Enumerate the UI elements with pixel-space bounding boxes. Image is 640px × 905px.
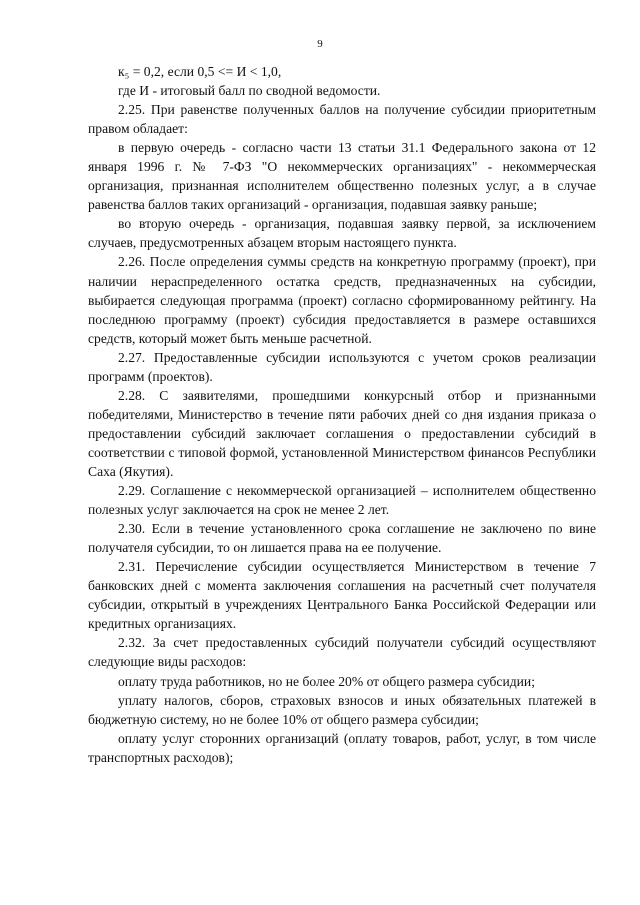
paragraph: 2.30. Если в течение установленного срока соглашение не заключено по вине получателя субсидии, то он лишается права на ее получение.	[88, 521, 596, 556]
paragraph: 2.28. С заявителями, прошедшими конкурсный отбор и признанными победителями, Министерство в течение пяти рабочих дней со дня издания приказа о предоставлении субсидий заключает соглашения о предоставлении субсидий в соответствии с типовой формой, установленной Министерством финансов Республики Саха (Якутия).	[88, 387, 596, 479]
paragraph: во вторую очередь - организация, подавшая заявку первой, за исключением случаев, предусмотренных абзацем вторым настоящего пункта.	[88, 216, 596, 251]
paragraph: в первую очередь - согласно части 13 статьи 31.1 Федерального закона от 12 января 1996 г. № 7-ФЗ "О некоммерческих организациях" - некоммерческая организация, признанная исполнителем общественно полезных услуг, а в случае равенства баллов таких организаций - организация, подавшая заявку раньше;	[88, 140, 596, 213]
paragraph: 2.27. Предоставленные субсидии используются с учетом сроков реализации программ (проектов).	[88, 349, 596, 384]
paragraph: 2.32. За счет предоставленных субсидий получатели субсидий осуществляют следующие виды расходов:	[88, 635, 596, 670]
paragraph: оплату услуг сторонних организаций (оплату товаров, работ, услуг, в том числе транспортных расходов);	[88, 730, 596, 765]
paragraph: уплату налогов, сборов, страховых взносов и иных обязательных платежей в бюджетную систему, но не более 10% от общего размера субсидии;	[88, 692, 596, 727]
paragraph: 2.29. Соглашение с некоммерческой организацией – исполнителем общественно полезных услуг заключается на срок не менее 2 лет.	[88, 483, 596, 518]
paragraph: к₅ = 0,2, если 0,5 <= И < 1,0,	[118, 64, 282, 79]
page-number: 9	[317, 38, 323, 50]
page-body	[88, 62, 596, 767]
paragraph: 2.31. Перечисление субсидии осуществляется Министерством в течение 7 банковских дней с момента заключения соглашения на расчетный счет получателя субсидии, открытый в учреждениях Центрального Банка Российской Федерации или кредитных организациях.	[88, 559, 596, 632]
paragraph: оплату труда работников, но не более 20% от общего размера субсидии;	[118, 673, 535, 689]
paragraph: где И - итоговый балл по сводной ведомости.	[118, 83, 381, 99]
paragraph: 2.25. При равенстве полученных баллов на получение субсидии приоритетным правом обладает:	[88, 102, 596, 137]
paragraph: 2.26. После определения суммы средств на конкретную программу (проект), при наличии нераспределенного остатка средств, предназначенных на субсидии, выбирается следующая программа (проект) согласно сформированному рейтингу. На последнюю программу (проект) субсидия предоставляется в размере оставшихся средств, который может быть меньше расчетной.	[88, 254, 596, 346]
